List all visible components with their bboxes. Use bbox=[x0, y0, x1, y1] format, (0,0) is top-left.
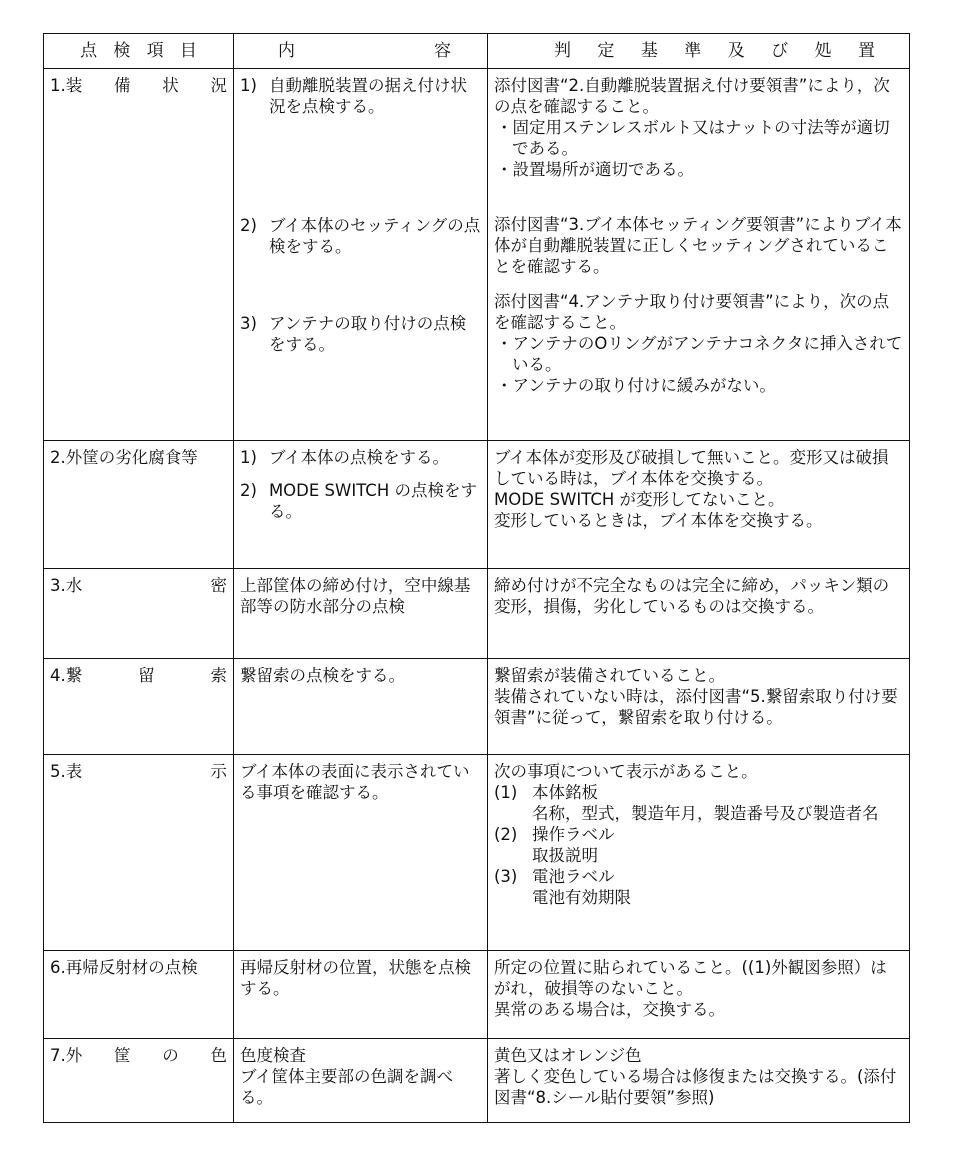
judgement-text: 黄色又はオレンジ色 bbox=[494, 1046, 642, 1065]
content-step: 3) アンテナの取り付けの点検をする。 bbox=[240, 314, 467, 354]
content-cell bbox=[234, 569, 488, 659]
judgement-text: 異常のある場合は，交換する。 bbox=[494, 1000, 725, 1019]
header-judgement: 判 定 基 準 及 び 処 置 bbox=[488, 34, 910, 69]
content-cell bbox=[234, 69, 488, 441]
judgement-cell bbox=[488, 951, 910, 1039]
content-cell bbox=[234, 755, 488, 951]
list-item-detail: 電池有効期限 bbox=[532, 888, 631, 907]
judgement-bullet: ・アンテナの取り付けに緩みがない。 bbox=[496, 376, 776, 395]
table-row bbox=[44, 69, 910, 441]
item-cell bbox=[44, 569, 234, 659]
header-inspection-item: 点 検 項 目 bbox=[44, 34, 234, 69]
item-label: 5.表 示 bbox=[50, 762, 227, 781]
content-step: 1) ブイ本体の点検をする。 bbox=[240, 448, 449, 467]
table-header-row bbox=[44, 34, 910, 69]
content-text: 上部筐体の締め付け，空中線基部等の防水部分の点検 bbox=[240, 576, 471, 616]
table-row bbox=[44, 1039, 910, 1123]
judgement-bullet: ・固定用ステンレスボルト又はナットの寸法等が適切である。 bbox=[496, 118, 890, 158]
list-item: (3) 電池ラベル bbox=[494, 867, 615, 886]
judgement-text: 所定の位置に貼られていること。((1)外観図参照）はがれ，破損等のないこと。 bbox=[494, 958, 887, 998]
judgement-cell bbox=[488, 755, 910, 951]
content-step: 2) ブイ本体のセッティングの点検をする。 bbox=[240, 216, 481, 256]
content-cell bbox=[234, 659, 488, 755]
item-cell bbox=[44, 69, 234, 441]
content-cell bbox=[234, 441, 488, 569]
content-text: 再帰反射材の位置，状態を点検する。 bbox=[240, 958, 471, 998]
item-cell bbox=[44, 755, 234, 951]
content-text: ブイ筐体主要部の色調を調べる。 bbox=[240, 1067, 454, 1107]
content-step: 2) MODE SWITCH の点検をする。 bbox=[240, 481, 477, 521]
judgement-cell bbox=[488, 569, 910, 659]
item-cell bbox=[44, 659, 234, 755]
table-row bbox=[44, 951, 910, 1039]
judgement-text: 締め付けが不完全なものは完全に締め，パッキン類の変形，損傷，劣化しているものは交換する。 bbox=[494, 576, 890, 616]
content-text: 繋留索の点検をする。 bbox=[240, 666, 405, 685]
judgement-text: 添付図書“3.ブイ本体セッティング要領書”によりブイ本体が自動離脱装置に正しくセッティングされていることを確認する。 bbox=[494, 215, 902, 276]
judgement-bullet: ・アンテナのOリングがアンテナコネクタに挿入されている。 bbox=[496, 334, 903, 374]
table-row bbox=[44, 659, 910, 755]
header-content: 内 容 bbox=[234, 34, 488, 69]
list-item-detail: 取扱説明 bbox=[532, 846, 598, 865]
item-label: 3.水 密 bbox=[50, 576, 227, 595]
judgement-cell bbox=[488, 659, 910, 755]
judgement-text: 添付図書“4.アンテナ取り付け要領書”により，次の点を確認すること。 bbox=[494, 292, 890, 332]
content-cell bbox=[234, 1039, 488, 1123]
list-item-detail: 名称，型式，製造年月，製造番号及び製造者名 bbox=[532, 804, 879, 823]
judgement-text: MODE SWITCH が変形してないこと。 bbox=[494, 490, 785, 509]
content-step: 1) 自動離脱装置の据え付け状況を点検する。 bbox=[240, 76, 467, 116]
judgement-cell bbox=[488, 441, 910, 569]
judgement-text: 次の事項について表示があること。 bbox=[494, 762, 758, 781]
list-item: (2) 操作ラベル bbox=[494, 825, 615, 844]
item-label: 6.再帰反射材の点検 bbox=[50, 958, 198, 977]
content-cell bbox=[234, 951, 488, 1039]
item-label: 4.繋 留 索 bbox=[50, 666, 227, 685]
item-label: 1.装 備 状 況 bbox=[50, 76, 227, 95]
inspection-table bbox=[43, 33, 910, 1123]
judgement-bullet: ・設置場所が適切である。 bbox=[496, 160, 694, 179]
item-cell bbox=[44, 1039, 234, 1123]
item-cell bbox=[44, 441, 234, 569]
item-cell bbox=[44, 951, 234, 1039]
judgement-text: 繋留索が装備されていること。 bbox=[494, 666, 725, 685]
item-label: 2.外筐の劣化腐食等 bbox=[50, 448, 198, 467]
judgement-text: 変形しているときは，ブイ本体を交換する。 bbox=[494, 511, 823, 530]
judgement-text: 添付図書“2.自動離脱装置据え付け要領書”により，次の点を確認すること。 bbox=[494, 76, 890, 116]
judgement-text: 装備されていない時は，添付図書“5.繋留索取り付け要領書”に従って，繋留索を取り付ける。 bbox=[494, 687, 898, 727]
judgement-text: ブイ本体が変形及び破損して無いこと。変形又は破損している時は，ブイ本体を交換する。 bbox=[494, 448, 889, 488]
table-row bbox=[44, 441, 910, 569]
judgement-cell bbox=[488, 69, 910, 441]
content-text: ブイ本体の表面に表示されている事項を確認する。 bbox=[240, 762, 470, 802]
list-item: (1) 本体銘板 bbox=[494, 783, 598, 802]
judgement-text: 著しく変色している場合は修復または交換する。(添付図書“8.シール貼付要領”参照) bbox=[494, 1067, 897, 1107]
table-row bbox=[44, 569, 910, 659]
content-text: 色度検査 bbox=[240, 1046, 306, 1065]
item-label: 7.外 筐 の 色 bbox=[50, 1046, 227, 1065]
table-row bbox=[44, 755, 910, 951]
judgement-cell bbox=[488, 1039, 910, 1123]
